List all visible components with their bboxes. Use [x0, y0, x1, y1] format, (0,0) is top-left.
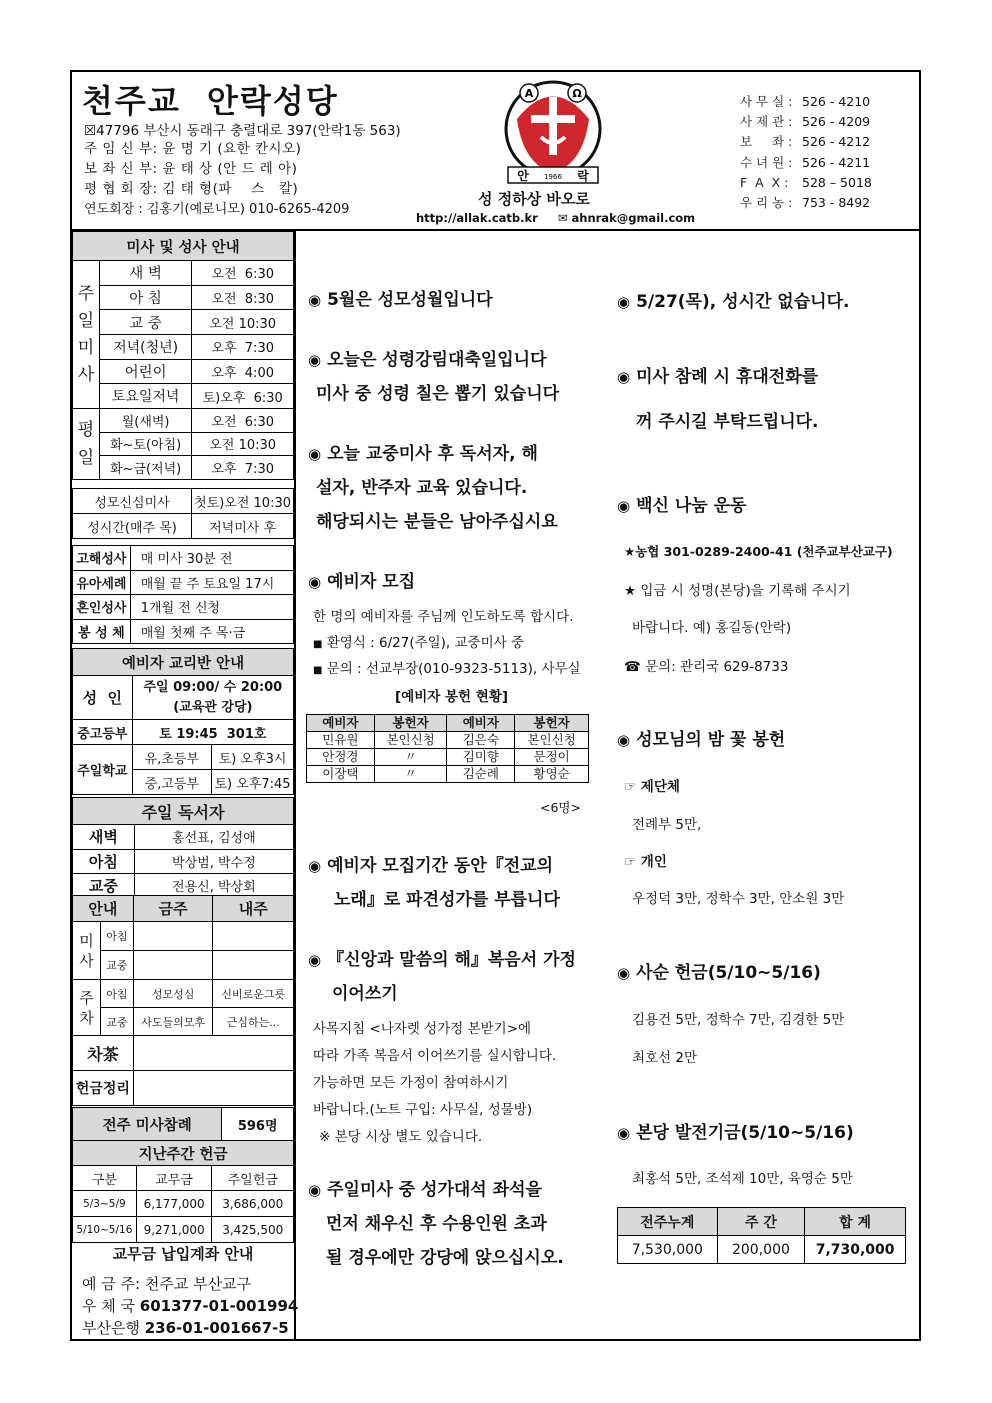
seat-notice-2: 먼저 채우신 후 수용인원 초과	[326, 1214, 547, 1234]
duty-this-week: 사도들의모후	[133, 1008, 213, 1036]
contact-row: 사 제 관 : 526 - 4209	[740, 114, 871, 130]
weekday-mass-name: 월(새벽)	[99, 409, 192, 433]
school-time: 토) 오후3시	[212, 745, 294, 770]
bullet-icon: ◉	[308, 291, 322, 309]
totals-week: 200,000	[717, 1236, 805, 1264]
contact-row: 우 리 농 : 753 - 8492	[740, 195, 871, 211]
duty-sing-label: 주 차	[73, 980, 101, 1036]
seat-notice: ◉ 주일미사 중 성가대석 좌석을	[308, 1180, 542, 1200]
seat-notice-3: 될 경우에만 강당에 앉으십시오.	[326, 1248, 564, 1268]
tea-label: 차茶	[73, 1036, 134, 1071]
sacrament-name: 유아세례	[73, 570, 131, 595]
notice-training: ◉ 오늘 교중미사 후 독서자, 해	[308, 444, 538, 464]
duty-empty	[213, 922, 294, 951]
sacrament-name: 고해성사	[73, 546, 131, 571]
flower-group-label: ☞ 제단체	[624, 779, 680, 795]
weekday-mass-time: 오전 10:30	[192, 432, 294, 456]
reader-names: 박상범, 박수정	[134, 849, 293, 874]
collection-period: 5/10~5/16	[73, 1217, 137, 1243]
status-title: [예비자 봉헌 현황]	[395, 689, 509, 705]
sacrament-value: 1개월 전 신청	[130, 595, 293, 620]
bullet-icon: ◉	[617, 497, 631, 515]
status-cell: 이장택	[307, 766, 375, 783]
sunday-mass-name: 저녁(청년)	[99, 335, 192, 360]
bullet-icon: ◉	[308, 351, 322, 369]
duty-mass: 아침	[100, 980, 133, 1008]
totals-header: 주 간	[717, 1208, 805, 1236]
duty-mass: 아침	[100, 922, 133, 951]
phone-notice-2: 꺼 주시길 부탁드립니다.	[636, 412, 819, 432]
status-header: 봉헌자	[515, 715, 589, 732]
logo-alpha: A	[524, 87, 534, 100]
school-grade: 중,고등부	[132, 770, 211, 795]
catechumen-status-table	[306, 714, 589, 783]
sacrament-name: 봉 성 체	[73, 619, 131, 644]
status-header: 예비자	[447, 715, 515, 732]
notice-training-2: 설자, 반주자 교육 있습니다.	[316, 478, 528, 498]
bullet-icon: ◉	[617, 368, 631, 386]
bullet-icon: ◉	[617, 293, 631, 311]
flower-person-label: ☞ 개인	[624, 854, 667, 870]
staff-yeondo: 연도회장 : 김홍기(예로니모) 010-6265-4209	[84, 202, 350, 217]
collection-sunday: 3,686,000	[212, 1191, 294, 1217]
youth-label: 중고등부	[73, 720, 133, 745]
contact-row: 사 무 실 : 526 - 4210	[740, 94, 871, 109]
totals-header: 합 계	[805, 1208, 906, 1236]
special-mass-name: 성모신심미사	[73, 489, 192, 514]
status-cell: 〃	[374, 766, 447, 783]
totals-header: 전주누계	[618, 1208, 718, 1236]
reader-names: 전용신, 박상회	[134, 874, 293, 899]
duty-header: 내주	[213, 896, 294, 922]
bank-line: 우 체 국 601377-01-001994	[82, 1297, 299, 1315]
sunday-mass-name: 아 침	[99, 285, 192, 310]
flower-person: 우정덕 3만, 정학수 3만, 안소원 3만	[632, 891, 845, 907]
dev-title: ◉ 본당 발전기금(5/10~5/16)	[617, 1123, 854, 1143]
totals-sum: 7,730,000	[805, 1236, 906, 1264]
duty-empty	[133, 922, 213, 951]
sunday-mass-time: 오전 6:30	[192, 261, 294, 286]
weekday-label: 평 일	[73, 409, 100, 480]
sacrament-value: 매월 첫째 주 목·금	[130, 619, 293, 644]
church-title: 천주교 안락성당	[82, 82, 339, 120]
offering-label: 헌금정리	[73, 1071, 134, 1106]
flower-title: ◉ 성모님의 밤 꽃 봉헌	[617, 730, 786, 750]
contact-row: F A X : 528 – 5018	[740, 174, 872, 190]
mass-schedule-table	[72, 231, 294, 480]
status-header: 봉헌자	[374, 715, 447, 732]
duty-mass-label: 미 사	[73, 922, 101, 980]
collection-tithe: 6,177,000	[136, 1191, 212, 1217]
sacraments-table	[72, 545, 294, 644]
duty-mass: 교중	[100, 951, 133, 980]
sunday-mass-name: 토요일저녁	[99, 384, 192, 409]
offering-value	[133, 1071, 293, 1106]
email-link[interactable]: ahnrak@gmail.com	[571, 211, 696, 225]
collection-col: 주일헌금	[212, 1166, 294, 1191]
collection-col: 교무금	[136, 1166, 212, 1191]
duty-next-week: 신비로운그릇	[213, 980, 294, 1008]
catechumen-header: 예비자 교리반 안내	[73, 649, 294, 676]
tea-value	[133, 1036, 293, 1071]
status-cell: 〃	[374, 749, 447, 766]
weekday-mass-name: 화~토(아침)	[99, 432, 192, 456]
sunday-mass-name: 새 벽	[99, 261, 192, 286]
bullet-icon: ◉	[617, 1124, 631, 1142]
catechumen-table	[72, 648, 294, 795]
status-total: <6명>	[540, 800, 581, 815]
special-mass-time: 첫토)오전 10:30	[192, 489, 294, 514]
weekday-mass-time: 오후 7:30	[192, 456, 294, 480]
church-logo	[503, 79, 603, 185]
status-cell: 민유원	[307, 732, 375, 749]
bullet-icon: ◉	[308, 1181, 322, 1199]
dev-line: 최홍석 5만, 조석제 10만, 육영순 5만	[632, 1171, 853, 1187]
adult-label: 성 인	[73, 676, 133, 720]
status-cell: 문정이	[515, 749, 589, 766]
collection-header: 지난주간 헌금	[73, 1141, 294, 1166]
collection-period: 5/3~5/9	[73, 1191, 137, 1217]
bullet-icon: ◉	[308, 445, 322, 463]
flower-group: 전례부 5만,	[632, 817, 702, 833]
duty-next-week: 근심하는...	[213, 1008, 294, 1036]
sidebar-divider	[294, 229, 296, 1340]
square-bullet-icon: ■	[313, 665, 323, 676]
duty-empty	[213, 951, 294, 980]
contact-row: 보 좌 : 526 - 4212	[740, 134, 871, 150]
bullet-icon: ◉	[308, 857, 322, 875]
collection-table	[72, 1140, 294, 1243]
mass-header: 미사 및 성사 안내	[73, 232, 294, 261]
school-time: 토) 오후7:45	[212, 770, 294, 795]
totals-prev: 7,530,000	[618, 1236, 718, 1264]
mail-icon: ✉	[557, 211, 568, 225]
contact-row: 수 녀 원 : 526 - 4211	[740, 154, 871, 170]
sacrament-value: 매 미사 30분 전	[130, 546, 293, 571]
status-cell: 본인신청	[515, 732, 589, 749]
bullet-icon: ◉	[617, 964, 631, 982]
bullet-icon: ◉	[308, 573, 322, 591]
bank-header: 교무금 납입계좌 안내	[112, 1245, 254, 1263]
bank-line: 예 금 주: 천주교 부산교구	[82, 1275, 252, 1293]
reader-mass: 교중	[73, 874, 135, 899]
vaccine-note: ★ 입금 시 성명(본당)을 기록해 주시기	[624, 583, 851, 599]
sunday-mass-time: 오후 7:30	[192, 335, 294, 360]
vaccine-account: ★농협 301-0289-2400-41 (천주교부산교구)	[624, 544, 893, 559]
sacrament-name: 혼인성사	[73, 595, 131, 620]
gospel-notice-2: 이어쓰기	[332, 984, 398, 1004]
sunday-mass-name: 어린이	[99, 359, 192, 384]
adult-class: 주일 09:00/ 수 20:00 (교육관 강당)	[132, 676, 293, 720]
status-cell: 본인신청	[374, 732, 447, 749]
bank-line: 부산은행 236-01-001667-5	[82, 1319, 289, 1337]
song-notice-2: 노래』로 파견성가를 부릅니다	[334, 890, 560, 910]
status-header: 예비자	[307, 715, 375, 732]
status-cell: 김미향	[447, 749, 515, 766]
duty-header: 금주	[133, 896, 213, 922]
recruit-desc: 한 명의 예비자를 주님께 인도하도록 합시다.	[313, 609, 574, 625]
church-address: ☒47796 부산시 동래구 충렬대로 397(안락1동 563)	[84, 123, 401, 139]
duty-mass: 교중	[100, 1008, 133, 1036]
song-notice: ◉ 예비자 모집기간 동안『전교의	[308, 856, 553, 876]
notice-training-3: 해당되시는 분들은 남아주십시요	[316, 512, 558, 532]
holy-hour-notice: ◉ 5/27(목), 성시간 없습니다.	[617, 292, 850, 312]
logo-right: 락	[577, 169, 589, 183]
vaccine-title: ◉ 백신 나눔 운동	[617, 496, 747, 516]
collection-col: 구분	[73, 1166, 137, 1191]
reader-mass: 아침	[73, 849, 135, 874]
bank-lines	[82, 1273, 298, 1339]
sasun-line-2: 최호선 2만	[632, 1050, 698, 1066]
sunday-label: 주 일 미 사	[73, 261, 100, 409]
sunday-mass-time: 오전 10:30	[192, 310, 294, 335]
recruit-line: ■ 문의 : 선교부장(010-9323-5113), 사무실	[313, 661, 581, 677]
sunday-mass-time: 토)오후 6:30	[192, 384, 294, 409]
vaccine-phone: ☎ 문의: 관리국 629-8733	[624, 659, 789, 675]
contact-list	[740, 92, 872, 213]
phone-notice: ◉ 미사 참례 시 휴대전화를	[617, 367, 819, 387]
readers-table	[72, 797, 294, 899]
weekday-mass-time: 오전 6:30	[192, 409, 294, 433]
vaccine-note-2: 바랍니다. 예) 홍길동(안락)	[632, 620, 792, 636]
status-cell: 황영순	[515, 766, 589, 783]
school-label: 주일학교	[73, 745, 133, 795]
patron-slogan: 성 정하상 바오로	[478, 190, 590, 208]
duty-table	[72, 895, 294, 1106]
reader-names: 홍선표, 김성애	[134, 825, 293, 850]
sasun-line: 김용건 5만, 정학수 7만, 김경한 5만	[632, 1012, 845, 1028]
totals-table	[617, 1207, 906, 1264]
readers-header: 주일 독서자	[73, 798, 294, 825]
staff-assistant: 보 좌 신 부: 윤 태 상 (안 드 레 아)	[84, 161, 298, 177]
sasun-title: ◉ 사순 헌금(5/10~5/16)	[617, 963, 821, 983]
website-link[interactable]: http://allak.catb.kr	[416, 211, 538, 225]
gospel-text: 사목지침 <나자렛 성가정 본받기>에 따라 가족 복음서 이어쓰기를 실시합니다. 가능하면 모든 가정이 참여하시기 바랍니다.(노트 구입: 사무실, 성물방) ※ 본당 시상 별도 있습니다.	[313, 1021, 557, 1145]
duty-empty	[133, 951, 213, 980]
bullet-icon: ◉	[308, 951, 322, 969]
weekday-mass-name: 화~금(저녁)	[99, 456, 192, 480]
recruit-title: ◉ 예비자 모집	[308, 572, 416, 592]
logo-left: 안	[517, 169, 529, 183]
collection-tithe: 9,271,000	[136, 1217, 212, 1243]
notice-pentecost: ◉ 오늘은 성령강림대축일입니다	[308, 350, 547, 370]
attendance-value: 596명	[222, 1108, 294, 1141]
youth-class: 토 19:45 301호	[132, 720, 293, 745]
sunday-mass-time: 오전 8:30	[192, 285, 294, 310]
duty-header: 안내	[73, 896, 134, 922]
staff-pastor: 주 임 신 부: 윤 명 기 (요한 칸시오)	[84, 141, 302, 157]
special-mass-time: 저녁미사 후	[192, 514, 294, 539]
notice-pentecost-2: 미사 중 성령 칠은 뽑기 있습니다	[316, 384, 560, 404]
logo-year: 1966	[544, 173, 562, 181]
status-cell: 안정경	[307, 749, 375, 766]
sacrament-value: 매월 끝 주 토요일 17시	[130, 570, 293, 595]
status-cell: 김은숙	[447, 732, 515, 749]
staff-council: 평 협 회 장: 김 태 형(파 스 칼)	[84, 181, 299, 197]
logo-omega: Ω	[572, 87, 582, 100]
special-mass-name: 성시간(매주 목)	[73, 514, 192, 539]
duty-this-week: 성모성심	[133, 980, 213, 1008]
school-grade: 유,초등부	[132, 745, 211, 770]
bullet-icon: ◉	[617, 731, 631, 749]
gospel-notice: ◉ 『신앙과 말씀의 해』복음서 가정	[308, 950, 576, 970]
attendance-label: 전주 미사참례	[73, 1108, 222, 1141]
attendance-table	[72, 1107, 294, 1141]
notice-may: ◉ 5월은 성모성월입니다	[308, 290, 493, 310]
square-bullet-icon: ■	[313, 639, 323, 650]
status-cell: 김순례	[447, 766, 515, 783]
collection-sunday: 3,425,500	[212, 1217, 294, 1243]
contact-web	[416, 211, 695, 225]
recruit-line: ■ 환영식 : 6/27(주일), 교중미사 중	[313, 635, 525, 651]
reader-mass: 새벽	[73, 825, 135, 850]
sunday-mass-name: 교 중	[99, 310, 192, 335]
sunday-mass-time: 오후 4:00	[192, 359, 294, 384]
special-mass-table	[72, 488, 294, 539]
